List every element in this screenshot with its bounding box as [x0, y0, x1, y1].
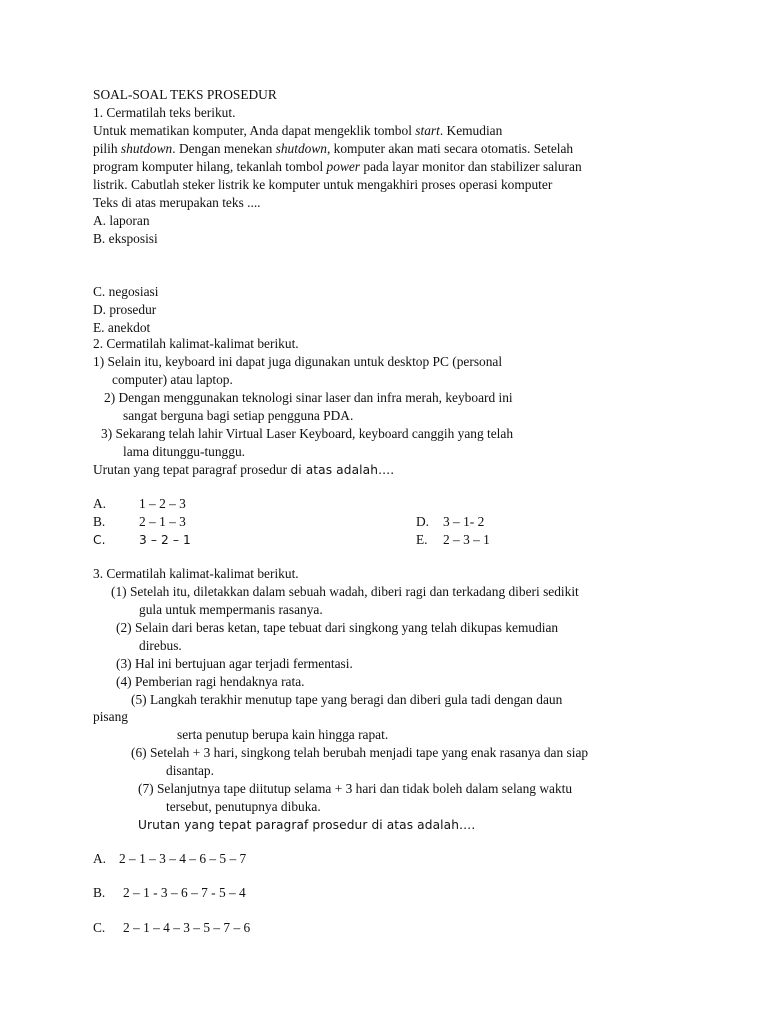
- q2-sentence-3: 3) Sekarang telah lahir Virtual Laser Keyboard, keyboard canggih yang telah: [101, 426, 514, 441]
- q1-text-line-3: program komputer hilang, tekanlah tombol power pada layar monitor dan stabilizer saluran: [93, 159, 582, 174]
- q1-option-c: C. negosiasi: [93, 284, 159, 299]
- q1-text-line-1: Untuk mematikan komputer, Anda dapat mengeklik tombol start. Kemudian: [93, 123, 503, 138]
- q3-sentence-1-cont: gula untuk mempermanis rasanya.: [139, 602, 323, 617]
- q1-heading: 1. Cermatilah teks berikut.: [93, 105, 236, 120]
- q1-option-b: B. eksposisi: [93, 231, 158, 246]
- q2-option-e: E. 2 – 3 – 1: [416, 532, 490, 547]
- q3-heading: 3. Cermatilah kalimat-kalimat berikut.: [93, 566, 299, 581]
- q2-sentence-1: 1) Selain itu, keyboard ini dapat juga digunakan untuk desktop PC (personal: [93, 354, 503, 369]
- q3-sentence-7-cont: tersebut, penutupnya dibuka.: [166, 799, 321, 814]
- q1-option-e: E. anekdot: [93, 320, 151, 335]
- q1-text-line-2: pilih shutdown. Dengan menekan shutdown, komputer akan mati secara otomatis. Setelah: [93, 141, 574, 156]
- page-title: SOAL-SOAL TEKS PROSEDUR: [93, 87, 277, 102]
- q3-sentence-5: (5) Langkah terakhir menutup tape yang beragi dan diberi gula tadi dengan daun: [131, 692, 563, 707]
- q3-sentence-5-cont: serta penutup berupa kain hingga rapat.: [177, 727, 389, 742]
- q3-sentence-7: (7) Selanjutnya tape diitutup selama + 3 hari dan tidak boleh dalam selang waktu: [138, 781, 573, 796]
- q2-sentence-3-cont: lama ditunggu-tunggu.: [123, 444, 245, 459]
- q3-option-c: C. 2 – 1 – 4 – 3 – 5 – 7 – 6: [93, 920, 251, 935]
- q3-sentence-2-cont: direbus.: [139, 638, 182, 653]
- q2-sentence-2: 2) Dengan menggunakan teknologi sinar laser dan infra merah, keyboard ini: [104, 390, 513, 405]
- q2-option-a: A. 1 – 2 – 3: [93, 496, 186, 511]
- q1-option-d: D. prosedur: [93, 302, 157, 317]
- q3-option-b: B. 2 – 1 - 3 – 6 – 7 - 5 – 4: [93, 885, 246, 900]
- q3-question: Urutan yang tepat paragraf prosedur di atas adalah….: [138, 818, 476, 832]
- q2-sentence-2-cont: sangat berguna bagi setiap pengguna PDA.: [123, 408, 354, 423]
- q3-sentence-3: (3) Hal ini bertujuan agar terjadi fermentasi.: [116, 656, 353, 671]
- q3-sentence-6: (6) Setelah + 3 hari, singkong telah berubah menjadi tape yang enak rasanya dan siap: [131, 745, 589, 760]
- q1-option-a: A. laporan: [93, 213, 150, 228]
- q2-option-b: B. 2 – 1 – 3: [93, 514, 186, 529]
- q2-option-d: D. 3 – 1- 2: [416, 514, 485, 529]
- q1-text-line-4: listrik. Cabutlah steker listrik ke komputer untuk mengakhiri proses operasi komputer: [93, 177, 553, 192]
- q3-sentence-4: (4) Pemberian ragi hendaknya rata.: [116, 674, 305, 689]
- q3-sentence-1: (1) Setelah itu, diletakkan dalam sebuah wadah, diberi ragi dan terkadang diberi sedikit: [111, 584, 579, 599]
- q3-sentence-5-wrap: pisang: [93, 709, 128, 724]
- q3-sentence-2: (2) Selain dari beras ketan, tape tebuat dari singkong yang telah dikupas kemudian: [116, 620, 559, 635]
- q2-heading: 2. Cermatilah kalimat-kalimat berikut.: [93, 336, 299, 351]
- q3-option-a: A. 2 – 1 – 3 – 4 – 6 – 5 – 7: [93, 851, 247, 866]
- q2-option-c: C. 3 – 2 – 1: [93, 533, 191, 547]
- q2-question: Urutan yang tepat paragraf prosedur di atas adalah….: [93, 462, 395, 477]
- q3-sentence-6-cont: disantap.: [166, 763, 214, 778]
- q1-question: Teks di atas merupakan teks ....: [93, 195, 261, 210]
- q2-sentence-1-cont: computer) atau laptop.: [112, 372, 233, 387]
